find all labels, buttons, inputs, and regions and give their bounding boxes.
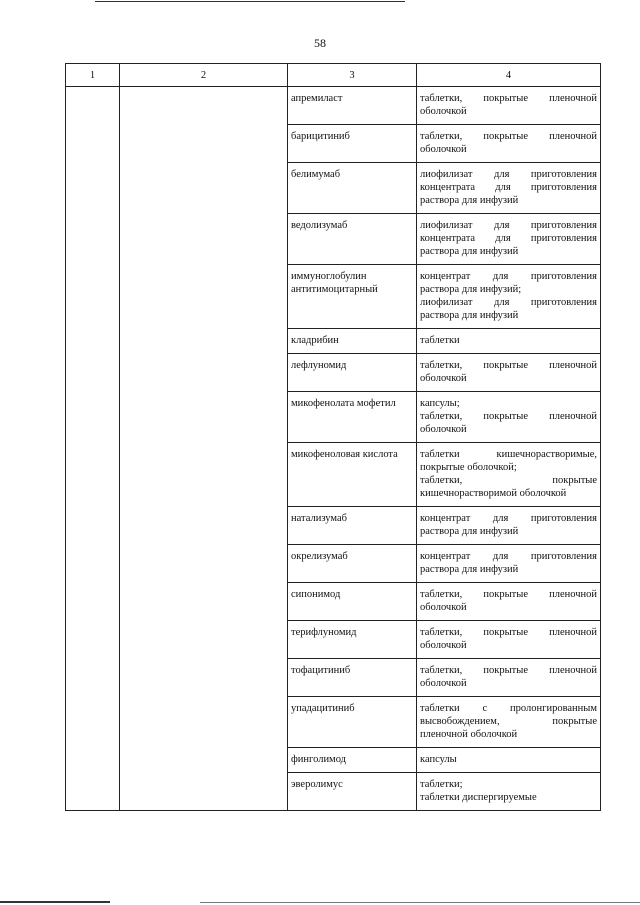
scan-mark-top (95, 1, 405, 2)
drug-name-cell: микофенолата мофетил (288, 392, 417, 443)
dosage-form-cell (417, 443, 601, 507)
header-row (66, 64, 601, 87)
column-header-4: 4 (417, 64, 601, 87)
dosage-form-cell (417, 697, 601, 748)
dosage-form-line: таблетки, покрытые пленочной оболочкой (420, 627, 597, 651)
drug-name-cell: белимумаб (288, 163, 417, 214)
dosage-form-cell (417, 214, 601, 265)
column-1-cell (66, 87, 120, 811)
dosage-form-line: лиофилизат для приготовления концентрата для приготовления раствора для инфузий (420, 169, 597, 206)
drug-name-cell: лефлуномид (288, 354, 417, 392)
drug-name-cell: финголимод (288, 748, 417, 773)
dosage-form-line: концентрат для приготовления раствора для инфузий (420, 551, 597, 575)
drug-name-cell: ведолизумаб (288, 214, 417, 265)
dosage-form-cell (417, 125, 601, 163)
drug-name-cell: иммуноглобулин антитимоцитарный (288, 265, 417, 329)
drug-name-cell: терифлуномид (288, 621, 417, 659)
dosage-form-line: таблетки (420, 335, 460, 346)
drug-name-cell: окрелизумаб (288, 545, 417, 583)
dosage-form-line: капсулы; (420, 398, 460, 409)
dosage-form-cell (417, 392, 601, 443)
dosage-form-line: концентрат для приготовления раствора для инфузий (420, 513, 597, 537)
column-header-3: 3 (288, 64, 417, 87)
dosage-form-line: таблетки, покрытые пленочной оболочкой (420, 589, 597, 613)
dosage-form-line: таблетки с пролонгированным высвобождением, покрытые пленочной оболочкой (420, 703, 597, 740)
dosage-form-line: концентрат для приготовления раствора для инфузий; (420, 271, 597, 295)
dosage-form-cell (417, 621, 601, 659)
scan-mark-bottom (0, 901, 110, 903)
dosage-form-line: таблетки, покрытые пленочной оболочкой (420, 360, 597, 384)
drug-table (65, 63, 601, 811)
dosage-form-line: таблетки, покрытые пленочной оболочкой (420, 665, 597, 689)
dosage-form-line: лиофилизат для приготовления концентрата для приготовления раствора для инфузий (420, 220, 597, 257)
dosage-form-cell (417, 659, 601, 697)
dosage-form-cell (417, 583, 601, 621)
drug-name-cell: сипонимод (288, 583, 417, 621)
dosage-form-line: таблетки, покрытые кишечнорастворимой оболочкой (420, 475, 597, 499)
dosage-form-cell (417, 163, 601, 214)
drug-name-cell: тофацитиниб (288, 659, 417, 697)
drug-name-cell: натализумаб (288, 507, 417, 545)
drug-name-cell: барицитиниб (288, 125, 417, 163)
dosage-form-cell (417, 354, 601, 392)
drug-name-cell: упадацитиниб (288, 697, 417, 748)
dosage-form-cell (417, 773, 601, 811)
dosage-form-line: таблетки кишечнорастворимые, покрытые оболочкой; (420, 449, 597, 473)
page-number: 58 (314, 36, 326, 50)
column-header-2: 2 (120, 64, 288, 87)
dosage-form-line: капсулы (420, 754, 457, 765)
drug-name-cell: апремиласт (288, 87, 417, 125)
dosage-form-line: таблетки; (420, 779, 463, 790)
dosage-form-line: таблетки, покрытые пленочной оболочкой (420, 411, 597, 435)
scan-mark-bottom-right (200, 902, 640, 903)
dosage-form-cell (417, 87, 601, 125)
dosage-form-cell (417, 507, 601, 545)
dosage-form-cell (417, 545, 601, 583)
dosage-form-cell (417, 265, 601, 329)
drug-name-cell: кладрибин (288, 329, 417, 354)
dosage-form-line: таблетки, покрытые пленочной оболочкой (420, 131, 597, 155)
table-row (66, 87, 601, 125)
dosage-form-cell (417, 329, 601, 354)
dosage-form-cell (417, 748, 601, 773)
column-2-cell (120, 87, 288, 811)
dosage-form-line: лиофилизат для приготовления раствора для инфузий (420, 297, 597, 321)
dosage-form-line: таблетки диспергируемые (420, 792, 537, 803)
column-header-1: 1 (66, 64, 120, 87)
drug-name-cell: эверолимус (288, 773, 417, 811)
dosage-form-line: таблетки, покрытые пленочной оболочкой (420, 93, 597, 117)
drug-name-cell: микофеноловая кислота (288, 443, 417, 507)
